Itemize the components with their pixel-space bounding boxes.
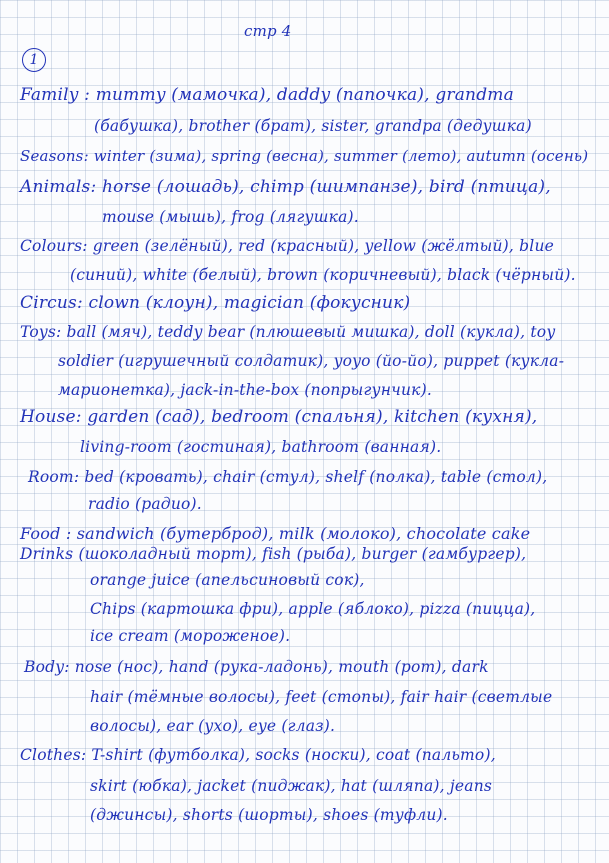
line-toys-1: Toys: ball (мяч), teddy bear (плюшевый мишка), doll (кукла), toy (20, 323, 556, 341)
exercise-number: 1 (22, 48, 46, 72)
line-food-2: Drinks (шоколадный торт), fish (рыба), burger (гамбургер), (20, 545, 527, 563)
page-number: стр 4 (244, 22, 292, 40)
line-body-2: hair (тёмные волосы), feet (стопы), fair hair (светлые (90, 688, 553, 706)
line-food-4: Chips (картошка фри), apple (яблоко), pizza (пицца), (90, 600, 536, 618)
line-family-2: (бабушка), brother (брат), sister, grandpa (дедушка) (94, 117, 532, 135)
line-clothes-1: Clothes: T-shirt (футболка), socks (носки), coat (пальто), (20, 746, 496, 764)
line-clothes-3: (джинсы), shorts (шорты), shoes (туфли). (90, 806, 448, 824)
line-room-1: Room: bed (кровать), chair (стул), shelf (полка), table (стол), (28, 468, 548, 486)
line-clothes-2: skirt (юбка), jacket (пиджак), hat (шляпа), jeans (90, 777, 493, 795)
line-house-2: living-room (гостиная), bathroom (ванная). (80, 438, 442, 456)
line-room-2: radio (радио). (88, 495, 202, 513)
line-circus: Circus: clown (клоун), magician (фокусник) (20, 293, 411, 313)
line-family-1: Family : mummy (мамочка), daddy (папочка), grandma (20, 85, 514, 105)
line-animals-2: mouse (мышь), frog (лягушка). (102, 208, 359, 226)
line-colours-2: (синий), white (белый), brown (коричневый), black (чёрный). (70, 266, 576, 284)
line-house-1: House: garden (сад), bedroom (спальня), kitchen (кухня), (20, 407, 538, 427)
line-toys-3: марионетка), jack-in-the-box (попрыгунчик). (58, 381, 432, 399)
line-food-5: ice cream (мороженое). (90, 627, 291, 645)
line-food-3: orange juice (апельсиновый сок), (90, 571, 365, 589)
line-toys-2: soldier (игрушечный солдатик), yoyo (йо-йо), puppet (кукла- (58, 352, 565, 370)
line-seasons: Seasons: winter (зима), spring (весна), summer (лето), autumn (осень) (20, 147, 589, 165)
line-body-1: Body: nose (нос), hand (рука-ладонь), mouth (рот), dark (24, 658, 489, 676)
line-body-3: волосы), ear (ухо), eye (глаз). (90, 717, 336, 735)
line-colours-1: Colours: green (зелёный), red (красный), yellow (жёлтый), blue (20, 237, 555, 255)
line-food-1: Food : sandwich (бутерброд), milk (молоко), chocolate cake (20, 524, 531, 543)
line-animals-1: Animals: horse (лошадь), chimp (шимпанзе), bird (птица), (20, 177, 551, 197)
